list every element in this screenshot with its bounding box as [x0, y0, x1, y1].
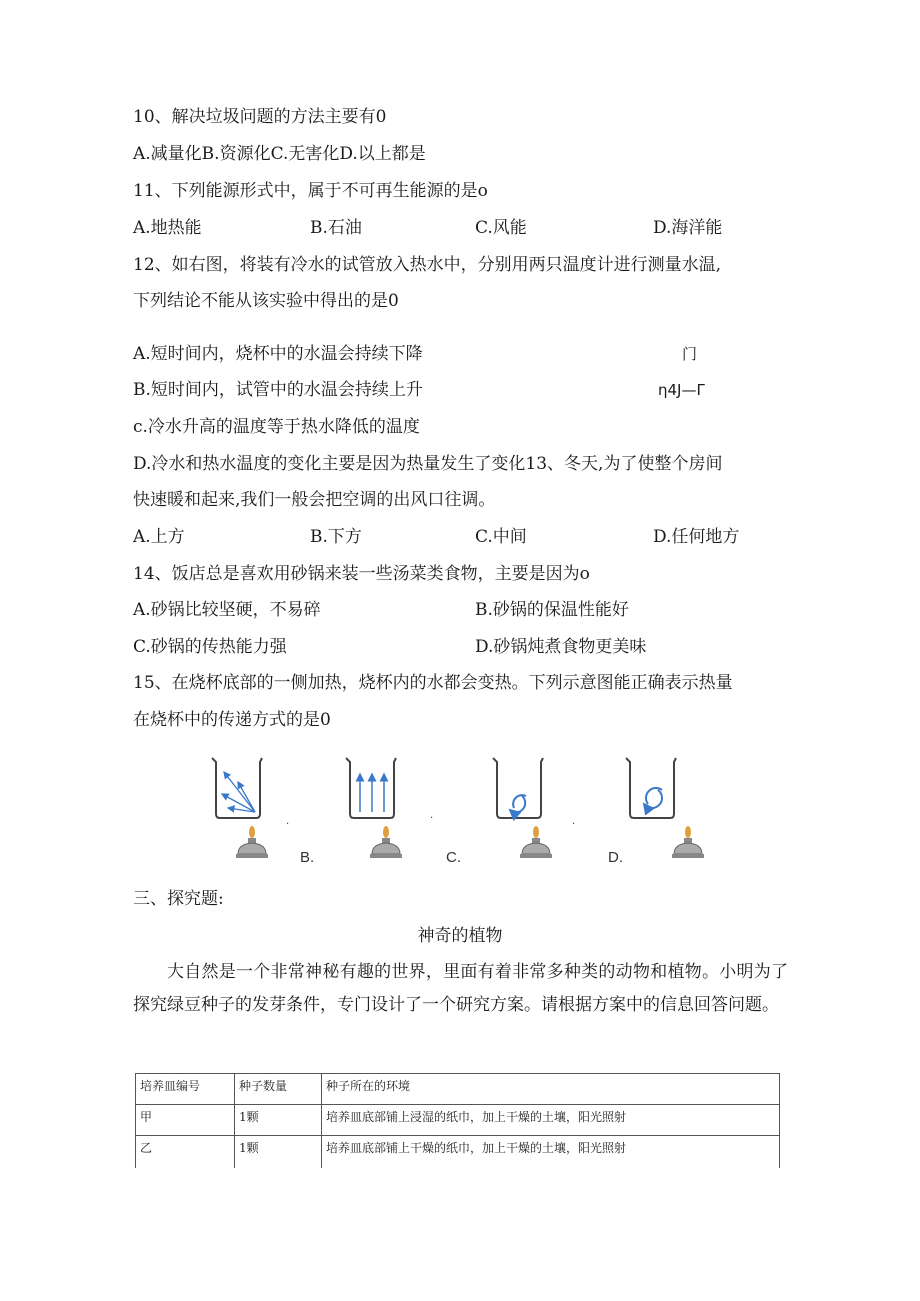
burner-d-icon [672, 826, 704, 858]
table-cell: 甲 [136, 1105, 235, 1136]
table-cell: 培养皿底部铺上浸湿的纸巾，加上干燥的土壤，阳光照射 [322, 1105, 780, 1136]
q11-option-a: A.地热能 [133, 218, 202, 238]
q12-option-a: A.短时间内，烧杯中的水温会持续下降 [133, 344, 423, 364]
burner-c-icon [520, 826, 552, 858]
table-header: 种子所在的环境 [322, 1074, 780, 1105]
table-cell: 培养皿底部铺上干燥的纸巾，加上干燥的土壤，阳光照射 [322, 1136, 780, 1169]
table-header-row [136, 1074, 780, 1105]
table-header: 培养皿编号 [136, 1074, 235, 1105]
q14-option-d: D.砂锅炖煮食物更美味 [475, 637, 647, 657]
q13-option-b: B.下方 [310, 527, 362, 547]
beaker-a [212, 758, 262, 818]
q11-stem: 11、下列能源形式中，属于不可再生能源的是o [133, 181, 488, 201]
beaker-figure [200, 752, 740, 872]
q11-option-b: B.石油 [310, 218, 362, 238]
q13-stem: 快速暖和起来,我们一般会把空调的出风口往调。 [133, 490, 496, 510]
experiment-table [135, 1073, 780, 1168]
q12-stem-line2: 下列结论不能从该实验中得出的是0 [133, 291, 399, 311]
q10-stem: 10、解决垃圾问题的方法主要有0 [133, 107, 387, 127]
q12-side-mark-1: 门 [682, 345, 698, 363]
section-title: 神奇的植物 [417, 926, 503, 946]
figure-label-c: C. [446, 849, 461, 866]
q15-stem-line2: 在烧杯中的传递方式的是0 [133, 710, 331, 730]
q12-option-b: B.短时间内，试管中的水温会持续上升 [133, 380, 423, 400]
figure-label-b: B. [300, 849, 315, 866]
figure-dot-3: . [572, 816, 576, 827]
q12-stem-line1: 12、如右图，将装有冷水的试管放入热水中，分别用两只温度计进行测量水温, [133, 255, 722, 275]
q11-option-d: D.海洋能 [653, 218, 723, 238]
table-cell: 1颗 [235, 1136, 322, 1169]
q14-option-b: B.砂锅的保温性能好 [475, 600, 629, 620]
q14-option-c: C.砂锅的传热能力强 [133, 637, 287, 657]
beaker-c [493, 758, 543, 818]
burner-b-icon [370, 826, 402, 858]
section-heading: 三、探究题: [133, 889, 224, 909]
figure-dot-1: . [286, 816, 290, 827]
burner-a-icon [236, 826, 268, 858]
table-header: 种子数量 [235, 1074, 322, 1105]
q12-option-d: D.冷水和热水温度的变化主要是因为热量发生了变化13、冬天,为了使整个房间 [133, 454, 723, 474]
q13-option-d: D.任何地方 [653, 527, 740, 547]
beaker-d [626, 758, 676, 818]
q15-stem-line1: 15、在烧杯底部的一侧加热，烧杯内的水都会变热。下列示意图能正确表示热量 [133, 673, 733, 693]
figure-label-d: D. [608, 849, 623, 866]
q14-stem: 14、饭店总是喜欢用砂锅来装一些汤菜类食物，主要是因为o [133, 564, 590, 584]
table-cell: 1颗 [235, 1105, 322, 1136]
q12-side-mark-2: η4J—Γ [658, 381, 705, 399]
table-row [136, 1105, 780, 1136]
figure-dot-2: . [430, 810, 434, 821]
table-row [136, 1136, 780, 1169]
q10-options: A.减量化B.资源化C.无害化D.以上都是 [133, 144, 426, 164]
beaker-b [346, 758, 396, 818]
table-cell: 乙 [136, 1136, 235, 1169]
q13-option-c: C.中间 [475, 527, 527, 547]
section-paragraph: 大自然是一个非常神秘有趣的世界，里面有着非常多种类的动物和植物。小明为了探究绿豆种子的发芽条件，专门设计了一个研究方案。请根据方案中的信息回答问题。 [133, 962, 788, 1015]
q11-option-c: C.风能 [475, 218, 527, 238]
q13-option-a: A.上方 [133, 527, 185, 547]
arrow-icon [224, 772, 255, 812]
q14-option-a: A.砂锅比较坚硬，不易碎 [133, 600, 321, 620]
q12-option-c: c.冷水升高的温度等于热水降低的温度 [133, 417, 420, 437]
